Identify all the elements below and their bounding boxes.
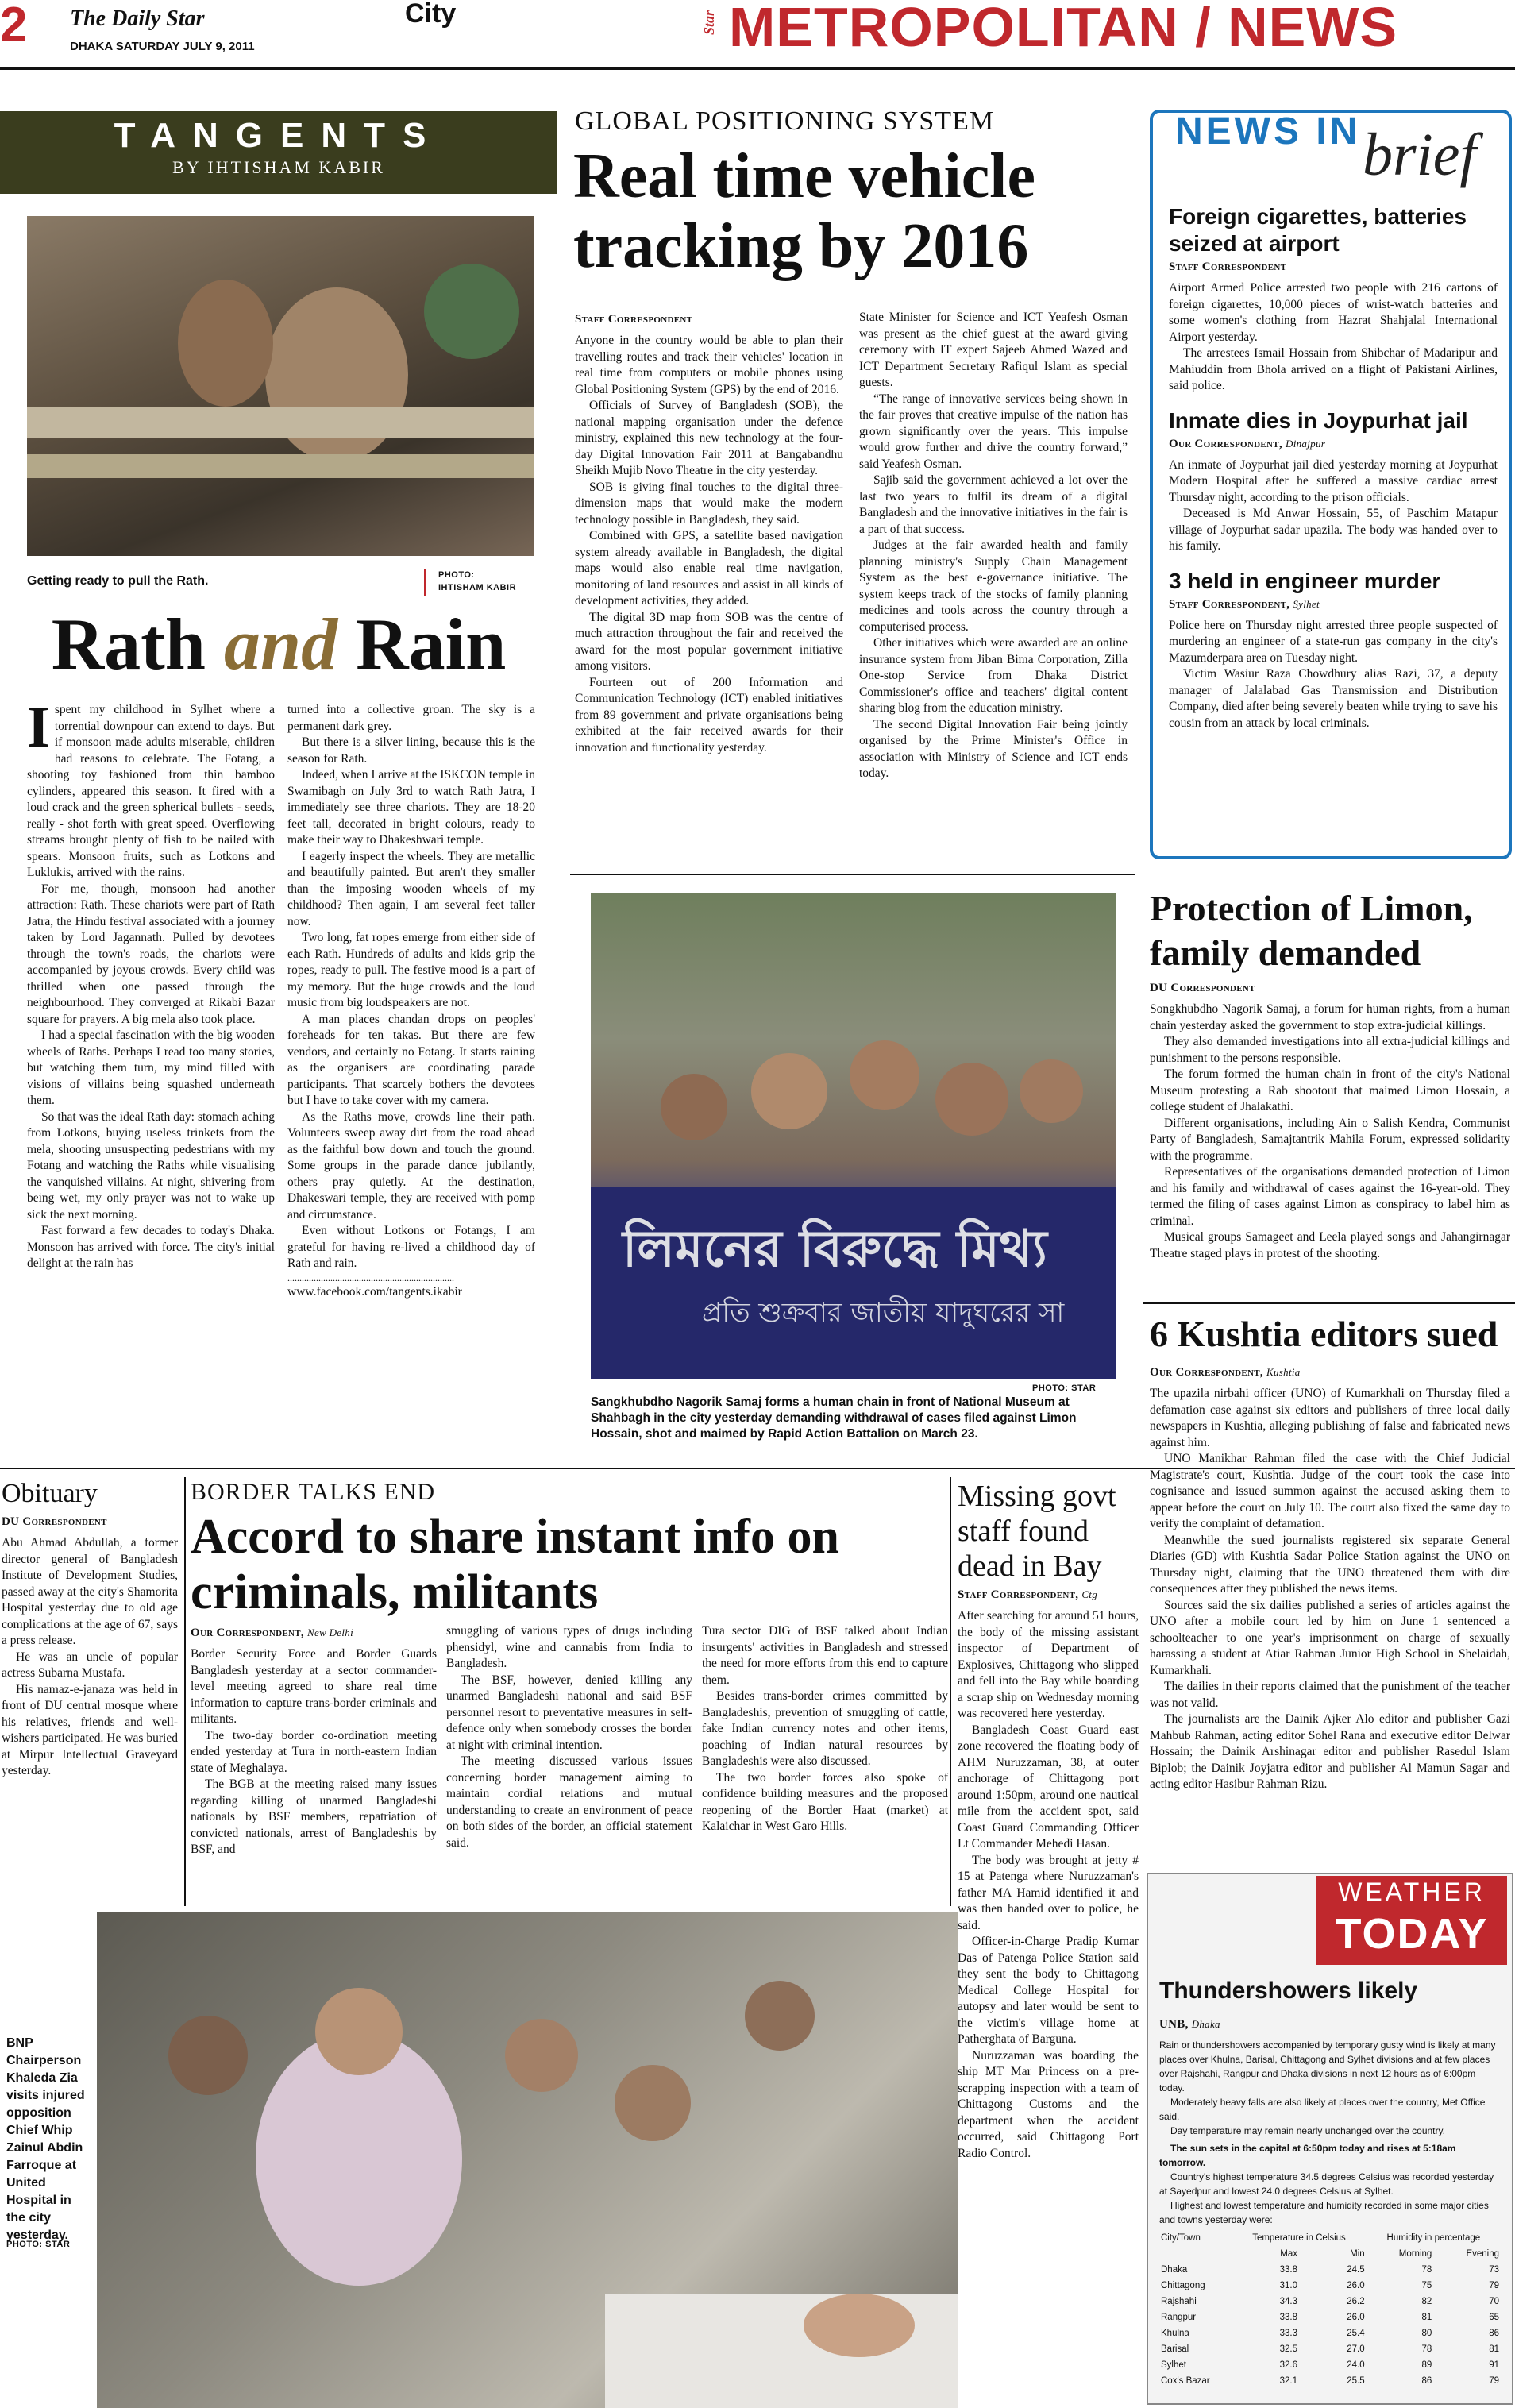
weather-cell: Dhaka	[1161, 2265, 1188, 2275]
kushtia-byline: Our Correspondent, Kushtia	[1150, 1366, 1301, 1379]
col-evening: Evening	[1466, 2249, 1499, 2259]
limon-para: Different organisations, including Ain o Salish Kendra, Communist Party of Bangladesh, Samajtantrik Mahila Forum, expressed solidarity with the programme.	[1150, 1116, 1510, 1163]
gps-para: SOB is giving final touches to the digital three-dimension maps that would make the modern technology possible in Bangladesh, they said.	[575, 480, 843, 527]
gps-para: “The range of innovative services being shown in the fair proves that creative impulse of the nation has grown significantly over the years. This impulse would grow further and drive the country forward,” said Yeafesh Osman.	[859, 392, 1128, 471]
obituary-title: Obituary	[2, 1479, 98, 1508]
brief-title-1: NEWS IN	[1175, 110, 1361, 152]
weather-row	[1159, 2357, 1501, 2373]
border-para: Border Security Force and Border Guards Bangladesh yesterday at a sector commander-level meeting agreed to share real time information to capture trans-border criminals and militants.	[191, 1647, 437, 1726]
tangents-para: turned into a collective groan. The sky is a permanent dark grey.	[287, 703, 535, 733]
weather-cell: 73	[1489, 2265, 1499, 2275]
dotted-line: ......................................................................	[287, 1272, 454, 1283]
weather-cell: 25.4	[1347, 2329, 1365, 2338]
weather-sun: The sun sets in the capital at 6:50pm today and rises at 5:18am tomorrow.	[1159, 2143, 1456, 2168]
gps-para: Other initiatives which were awarded are an online insurance system from Jiban Bima Corporation, Zilla One-stop Service from Dhaka District Commissioner's office and teachers' digital content sharing blog from the education ministry.	[859, 636, 1128, 715]
weather-row	[1159, 2294, 1501, 2310]
weather-row	[1159, 2373, 1501, 2389]
weather-row	[1159, 2278, 1501, 2294]
brief-item	[1169, 568, 1498, 732]
border-para: Tura sector DIG of BSF talked about Indian insurgents' activities in Bangladesh and stressed the need for more efforts from this end to capture them.	[702, 1624, 948, 1687]
weather-cell: 32.1	[1279, 2376, 1297, 2386]
obituary-para: His namaz-e-janaza was held in front of DU central mosque where his relatives, friends and well-wishers participated. He was buried at Mirpur Intellectual Graveyard yesterday.	[2, 1682, 178, 1777]
kushtia-para: The journalists are the Dainik Ajker Alo editor and publisher Gazi Mahbub Rahman, acting editor Sohel Rana and executive editor Delwar Hossain; the Dainik Arshinagar editor and publisher Rasedul Islam Biplob; the Dainik Joyjatra editor and publisher Al Mamun Sagar and acting editor Hasibur Rahman Rizu.	[1150, 1712, 1510, 1791]
limon-credit: PHOTO: STAR	[1032, 1383, 1097, 1393]
paper-name: The Daily Star	[70, 6, 205, 31]
gps-para: The second Digital Innovation Fair being jointly organised by the Prime Minister's Office in association with Ministry of Science and ICT ends today.	[859, 717, 1128, 780]
weather-cell: 33.8	[1279, 2265, 1297, 2275]
border-para: The meeting discussed various issues concerning border management aiming to maintain cordial relations and mutual understanding to create an environment of peace on both sides of the border, an official statement said.	[446, 1754, 692, 1850]
kushtia-para: Sources said the six dailies published a series of articles against the UNO after a mobile court led by him on June 1 sentenced a schoolteacher to one year's imprisonment on charge of sexually harassing a student at Atiar Rahman Junior High School in Shelaidah, Kumarkhali.	[1150, 1598, 1510, 1677]
tangents-col-1	[27, 695, 275, 1272]
tangents-para: I eagerly inspect the wheels. They are metallic and beautifully painted. But aren't they smaller than the imposing wooden wheels of my childhood? Then again, I am several feet taller now.	[287, 849, 535, 928]
dropcap: I	[27, 695, 50, 760]
border-col-1	[191, 1623, 437, 1858]
weather-rows	[1159, 2262, 1501, 2389]
tangents-headline	[0, 600, 557, 688]
brief-para: Deceased is Md Anwar Hossain, 55, of Paschim Matapur village of Joypurhat sadar upazila. The body was handed over to his family.	[1169, 507, 1498, 553]
tangents-kicker: TANGENTS	[114, 116, 444, 155]
limon-para: Songkhubdho Nagorik Samaj, a forum for human rights, from a human chain yesterday asked the government to stop extra-judicial killings.	[1150, 1002, 1510, 1032]
gps-headline-1: Real time vehicle	[573, 141, 1035, 211]
weather-para: Country's highest temperature 34.5 degrees Celsius was recorded yesterday at Sayedpur and lowest 24.0 degrees Celsius at Sylhet.	[1159, 2171, 1494, 2197]
col-morning: Morning	[1398, 2249, 1432, 2259]
svg-text:প্রতি শুক্রবার জাতীয় যাদুঘরের: প্রতি শুক্রবার জাতীয় যাদুঘরের সা	[702, 1297, 1065, 1329]
weather-cell: 34.3	[1279, 2297, 1297, 2306]
masthead-rule	[0, 67, 1515, 70]
tangents-para: For me, though, monsoon had another attraction: Rath. These chariots were part of Rath Jatra, the Hindu festival associated with a journey taken by Lord Jagannath. Pulled by devotees through the town's roads, the chariots were accompanied by joyous crowds. Every child was thrilled when one passed through the neighbourhood. They converged at Rikabi Bazar square for prayers. A big mela also took place.	[27, 882, 275, 1026]
weather-para: Rain or thundershowers accompanied by temporary gusty wind is likely at many places over Khulna, Barisal, Chittagong and Sylhet divisions and at few places over Rajshahi, Rangpur and Dhaka divisions in next 12 hours as of 6:00pm today.	[1159, 2039, 1496, 2093]
brief-byline: Our Correspondent, Dinajpur	[1169, 437, 1326, 450]
headline-word-and: and	[223, 604, 338, 685]
border-headline: Accord to share instant info on criminals, militants	[191, 1510, 839, 1619]
tangents-caption: Getting ready to pull the Rath.	[27, 574, 209, 588]
kushtia-headline: 6 Kushtia editors sued	[1150, 1314, 1498, 1354]
weather-label-1: WEATHER	[1338, 1877, 1486, 1906]
weather-cell: 86	[1421, 2376, 1432, 2386]
weather-cell: 79	[1489, 2281, 1499, 2290]
obituary-para: He was an uncle of popular actress Subarna Mustafa.	[2, 1650, 178, 1680]
tangents-para: But there is a silver lining, because this is the season for Rath.	[287, 735, 535, 766]
weather-label-2: TODAY	[1335, 1910, 1489, 1958]
border-para: The two border forces also spoke of confidence building measures and the proposed reopening of the Border Haat (market) at Kalaichar in West Garo Hills.	[702, 1770, 948, 1833]
weather-cell: 33.8	[1279, 2313, 1297, 2322]
weather-cell: Barisal	[1161, 2344, 1189, 2354]
missing-para: Nuruzzaman was boarding the ship MT Mar Princess on a pre-scrapping inspection with a team of Chittagong Customs and the department when the accident occurred, said Chittagong Port Radio Control.	[958, 2048, 1139, 2160]
weather-cell: 24.5	[1347, 2265, 1365, 2275]
brief-para: The arrestees Ismail Hossain from Shibchar of Madaripur and Mahiuddin from Bhola arrived on a flight of Pakistani Airlines, said police.	[1169, 346, 1498, 392]
brief-para: Victim Wasiur Raza Chowdhury alias Razi, 37, a deputy manager of Jalalabad Gas Transmission and Distribution Company, died after being severely beaten while trying to save his cousin from an attack by local criminals.	[1169, 667, 1498, 730]
gps-para: Officials of Survey of Bangladesh (SOB), the national mapping organisation under the defence ministry, explained this new technology at the four-day Digital Innovation Fair 2011 at Bangabandhu Sheikh Mujib Novo Theatre in the city yesterday.	[575, 399, 843, 477]
rath-photo	[27, 216, 534, 556]
headline-word-rath: Rath	[51, 604, 206, 685]
obituary-body	[2, 1512, 178, 1780]
col-hum: Humidity in percentage	[1386, 2233, 1481, 2243]
border-para: smuggling of various types of drugs including phensidyl, wine and cannabis from India to Bangladesh.	[446, 1624, 692, 1670]
tangents-para: As the Raths move, crowds line their path. Volunteers sweep away dirt from the road ahead as the faithful bow down and touch the ground. Some groups in the parade dance jubilantly, others pray quietly. At the destination, Dhakeswari temple, they are received with pomp and circumstance.	[287, 1109, 535, 1221]
gps-para: Judges at the fair awarded health and family planning ministry's Supply Chain Management System as the best e-governance initiative. The system keeps track of the stocks of family planning medicines and tools across the country through a computerised process.	[859, 538, 1128, 634]
bnp-caption: BNP Chairperson Khaleda Zia visits injured opposition Chief Whip Zainul Abdin Farroque at United Hospital in the city yesterday.	[6, 2036, 85, 2242]
weather-body	[1159, 2014, 1501, 2389]
weather-table-subheader	[1159, 2246, 1501, 2262]
weather-cell: 26.2	[1347, 2297, 1365, 2306]
missing-para: After searching for around 51 hours, the body of the missing assistant inspector of Department of Explosives, Chittagong who slipped and fell into the Bay while boarding a scrap ship on Wednesday morning was recovered here yesterday.	[958, 1609, 1139, 1720]
tangents-para: Fast forward a few decades to today's Dhaka. Monsoon has arrived with force. The city's initial delight at the rain has	[27, 1224, 275, 1270]
weather-cell: 80	[1421, 2329, 1432, 2338]
kushtia-para: The upazila nirbahi officer (UNO) of Kumarkhali on Thursday filed a defamation case against six editors and publishers of three local daily newspapers in Kushtia, alleging publishing of false and fabricated news against him.	[1150, 1387, 1510, 1449]
weather-cell: 25.5	[1347, 2376, 1365, 2386]
weather-cell: Chittagong	[1161, 2281, 1205, 2290]
border-byline: Our Correspondent, New Delhi	[191, 1627, 353, 1639]
weather-cell: 32.5	[1279, 2344, 1297, 2354]
weather-cell: Rangpur	[1161, 2313, 1197, 2322]
limon-para: Representatives of the organisations demanded protection of Limon and his family and withdrawal of cases against the 16-year-old. They termed the filing of cases against Limon as conspiracy to label him as criminal.	[1150, 1165, 1510, 1228]
weather-table-header	[1159, 2230, 1501, 2246]
section-title: METROPOLITAN / NEWS	[729, 0, 1398, 58]
gps-byline: Staff Correspondent	[575, 313, 693, 326]
brief-title-2: brief	[1363, 122, 1477, 188]
weather-row	[1159, 2325, 1501, 2341]
weather-cell: 26.0	[1347, 2313, 1365, 2322]
tangents-para: Two long, fat ropes emerge from either side of each Rath. Hundreds of adults and kids grip the ropes, ready to pull. The festive mood is a part of my memory. But the huge crowds and the loud music from big loudspeakers are not.	[287, 931, 535, 1009]
tangents-para: I had a special fascination with the big wooden wheels of Raths. Perhaps I read too many stories, but watching them turn, my mind filled with visions of villains being squashed underneath them.	[27, 1028, 275, 1107]
limon-bottom-rule	[1143, 1302, 1515, 1304]
tangents-para: Ispent my childhood in Sylhet where a torrential downpour can extend to days. But if monsoon made adults miserable, children had reasons to celebrate. The Fotang, a shooting toy fashioned from thin bamboo cylinders, appeared this season. It fired with a loud crack and the green spherical bullets - seeds, really - shot forth with great speed. Overflowing streams brought plenty of fish to be nailed with spears. Monsoon fruits, such as Lotkons and Luklukis, arrived with the rains.	[27, 695, 275, 879]
section-tag: City	[405, 0, 457, 29]
gps-para: State Minister for Science and ICT Yeafesh Osman was present as the chief guest at the award giving ceremony with IT expert Sajeeb Ahmed Wazed and ICT Department Secretary Rafiqul Islam as special guests.	[859, 311, 1128, 389]
brief-headline: 3 held in engineer murder	[1169, 568, 1441, 593]
tangents-link[interactable]: www.facebook.com/tangents.ikabir	[287, 1284, 462, 1299]
gps-para: Sajib said the government achieved a lot over the last two years to fulfil its dream of a digital Bangladesh and the innovative initiatives in the fair is a part of that success.	[859, 473, 1128, 536]
weather-headline: Thundershowers likely	[1159, 1978, 1418, 2004]
brief-byline: Staff Correspondent	[1169, 260, 1287, 273]
weather-para: Highest and lowest temperature and humidity recorded in some major cities and towns yesterday were:	[1159, 2200, 1489, 2225]
weather-cell: 70	[1489, 2297, 1499, 2306]
brief-item	[1169, 203, 1498, 395]
limon-headline: Protection of Limon, family demanded	[1150, 888, 1473, 973]
weather-cell: 33.3	[1279, 2329, 1297, 2338]
gps-col-2	[859, 310, 1128, 782]
border-para: Besides trans-border crimes committed by Bangladeshis, prevention of smuggling of cattle, fake Indian currency notes and other items, poaching of Indian natural resources by Bangladeshis were also discussed.	[702, 1689, 948, 1768]
credit-divider	[424, 569, 426, 596]
col-blank	[1159, 2246, 1232, 2262]
brief-para: An inmate of Joypurhat jail died yesterday morning at Joypurhat Modern Hospital after he suffered a massive cardiac arrest Thursday night, according to the prison officials.	[1169, 457, 1498, 504]
weather-cell: 24.0	[1347, 2360, 1365, 2370]
brief-headline: Inmate dies in Joypurhat jail	[1169, 407, 1468, 433]
weather-cell: Sylhet	[1161, 2360, 1186, 2370]
col-min: Min	[1350, 2249, 1365, 2259]
border-para: The BGB at the meeting raised many issues regarding killing of unarmed Bangladeshi nationals by BSF members, repatriation of convicted nationals, arrest of Bangladeshis by BSF, and	[191, 1777, 437, 1856]
gps-kicker: GLOBAL POSITIONING SYSTEM	[575, 106, 995, 136]
limon-caption: Sangkhubdho Nagorik Samaj forms a human chain in front of National Museum at Shahbagh in the city yesterday demanding withdrawal of cases filed against Limon Hossain, shot and maimed by Rapid Action Battalion on March 23.	[591, 1395, 1077, 1441]
tangents-credit-label: PHOTO:	[438, 570, 475, 580]
col-temp: Temperature in Celsius	[1252, 2233, 1346, 2243]
border-col-2	[446, 1623, 692, 1851]
limon-para: Musical groups Samageet and Leela played songs and Jahangirnagar Theatre staged plays in protest of the shooting.	[1150, 1230, 1510, 1260]
tangents-author: BY IHTISHAM KABIR	[172, 157, 385, 177]
gps-para: Anyone in the country would be able to plan their travelling routes and track their vehicles' location in real time from computers or mobile phones using Global Positioning System (GPS) by the end of 2016.	[575, 334, 843, 396]
weather-cell: Khulna	[1161, 2329, 1189, 2338]
weather-cell: 78	[1421, 2344, 1432, 2354]
weather-cell: 81	[1421, 2313, 1432, 2322]
weather-row	[1159, 2341, 1501, 2357]
missing-para: Officer-in-Charge Pradip Kumar Das of Patenga Police Station said they sent the body to Chittagong Medical College Hospital for autopsy and later would be sent to the victim's village home at Patherghata of Barguna.	[958, 1935, 1139, 2046]
kushtia-body	[1150, 1363, 1510, 1793]
brief-byline: Staff Correspondent, Sylhet	[1169, 597, 1320, 611]
weather-cell: 32.6	[1279, 2360, 1297, 2370]
weather-para: Day temperature may remain nearly unchanged over the country.	[1170, 2125, 1445, 2136]
missing-headline: Missing govt staff found dead in Bay	[958, 1480, 1116, 1583]
kushtia-para: UNO Manikhar Rahman filed the case with the Chief Judicial Magistrate's court, Kushtia. Judge of the court took the case into cognisance and issued summon against the accused asking them to appear before the court on July 10. The court also fixed the same day to verify the complaint of defamation.	[1150, 1452, 1510, 1530]
weather-row	[1159, 2262, 1501, 2278]
weather-cell: 65	[1489, 2313, 1499, 2322]
limon-para: The forum formed the human chain in front of the city's National Museum protesting a Rab shootout that maimed Limon Hossain, a college student of Jhalakathi.	[1150, 1067, 1510, 1113]
tangents-col-2	[287, 702, 535, 1300]
border-col-3	[702, 1623, 948, 1835]
tangents-para: A man places chandan drops on peoples' foreheads for ten takas. But there are few vendors, and certainly no Fotang. It starts raining as the organisers are coordinating parade participants. That scarcely bothers the devotees but I have to take cover with my camera.	[287, 1012, 535, 1107]
gps-para: Fourteen out of 200 Information and Communication Technology (ICT) enabled initiatives from 89 government and private organisations being exhibited at the fair received awards for their innovation and functionality yesterday.	[575, 675, 843, 754]
bnp-credit: PHOTO: STAR	[6, 2240, 71, 2249]
weather-cell: 79	[1489, 2376, 1499, 2386]
kushtia-para: Meanwhile the sued journalists registered six separate General Diaries (GD) with Kushtia Sadar Police Station against the UNO on Thursday night, claiming that the UNO threatened them with dire consequences after they published the news items.	[1150, 1533, 1510, 1596]
weather-cell: 82	[1421, 2297, 1432, 2306]
obituary-byline: DU Correspondent	[2, 1515, 107, 1528]
limon-byline: DU Correspondent	[1150, 982, 1255, 994]
weather-cell: 81	[1489, 2344, 1499, 2354]
obituary-para: Abu Ahmad Abdullah, a former director general of Bangladesh Institute of Development Studies, passed away at the city's Shamorita Hospital yesterday due to old age complications at the age of 67, says a press release.	[2, 1536, 178, 1647]
weather-cell: 86	[1489, 2329, 1499, 2338]
svg-text:লিমনের বিরুদ্ধে মিথ্য: লিমনের বিরুদ্ধে মিথ্য	[623, 1220, 1047, 1279]
star-tag: Star	[701, 10, 718, 36]
weather-cell: 91	[1489, 2360, 1499, 2370]
brief-item	[1169, 407, 1498, 555]
missing-body	[958, 1585, 1139, 2162]
col-city: City/Town	[1161, 2233, 1201, 2243]
col-max: Max	[1280, 2249, 1297, 2259]
missing-divider-left	[950, 1477, 951, 1906]
weather-cell: 26.0	[1347, 2281, 1365, 2290]
missing-byline: Staff Correspondent, Ctg	[958, 1588, 1098, 1601]
limon-photo	[591, 893, 1116, 1379]
weather-para: Moderately heavy falls are also likely at places over the country, Met Office said.	[1159, 2097, 1486, 2122]
limon-para: They also demanded investigations into all extra-judicial killings and punishment to the persons responsible.	[1150, 1035, 1510, 1065]
weather-byline: UNB, Dhaka	[1159, 2018, 1220, 2031]
border-kicker: BORDER TALKS END	[191, 1479, 436, 1505]
weather-cell: 89	[1421, 2360, 1432, 2370]
gps-para: Combined with GPS, a satellite based navigation system already available in Bangladesh, the digital maps would also enable real time navigation, monitoring of land resources and assist in all kinds of development activities, they added.	[575, 529, 843, 608]
brief-headline: Foreign cigarettes, batteries seized at airport	[1169, 204, 1467, 256]
obituary-divider	[184, 1477, 186, 1906]
gps-bottom-rule	[570, 874, 1135, 875]
gps-headline-2: tracking by 2016	[573, 211, 1029, 281]
tangents-credit: IHTISHAM KABIR	[438, 583, 517, 592]
brief-para: Airport Armed Police arrested two people with 216 cartons of foreign cigarettes, 10,000 pieces of wrist-watch batteries and some women's clothing from Hazrat Shahjalal International Airport yesterday.	[1169, 281, 1498, 344]
tangents-para: Indeed, when I arrive at the ISKCON temple in Swamibagh on July 3rd to watch Rath Jatra, I immediately see three chariots. They are 18-20 feet tall, decorated in bright colours, ready to make their way to Dhakeshwari temple.	[287, 768, 535, 847]
gps-col-1	[575, 310, 843, 756]
weather-table	[1159, 2230, 1501, 2389]
weather-cell: 75	[1421, 2281, 1432, 2290]
weather-cell: Cox's Bazar	[1161, 2376, 1210, 2386]
weather-cell: Rajshahi	[1161, 2297, 1197, 2306]
border-para: The two-day border co-ordination meeting ended yesterday at Tura in north-eastern Indian state of Meghalaya.	[191, 1728, 437, 1775]
missing-para: The body was brought at jetty # 15 at Patenga where Nuruzzaman's father MA Hamid identified it and was then handed over to police, he said.	[958, 1853, 1139, 1932]
weather-cell: 78	[1421, 2265, 1432, 2275]
border-para: The BSF, however, denied killing any unarmed Bangladeshi national and said BSF personnel resort to preventative measures in self-defence only when somebody crosses the border at night with criminal intention.	[446, 1673, 692, 1752]
tangents-para: Even without Lotkons or Fotangs, I am grateful for having re-lived a childhood day of Rath and rain.	[287, 1224, 535, 1270]
weather-cell: 31.0	[1279, 2281, 1297, 2290]
kushtia-para: The dailies in their reports claimed that the punishment of the teacher was not valid.	[1150, 1680, 1510, 1710]
weather-cell: 27.0	[1347, 2344, 1365, 2354]
weather-row	[1159, 2310, 1501, 2325]
brief-list	[1169, 203, 1498, 731]
bnp-photo	[97, 1912, 958, 2408]
headline-word-rain: Rain	[356, 604, 507, 685]
dateline: DHAKA SATURDAY JULY 9, 2011	[70, 40, 255, 53]
brief-para: Police here on Thursday night arrested three people suspected of murdering an engineer of a state-run gas company in the city's Mazumderpara area on Tuesday night.	[1169, 618, 1498, 665]
gps-para: The digital 3D map from SOB was the centre of much attraction throughout the fair and received the award for the most popular government initiative among visitors.	[575, 610, 843, 673]
limon-body	[1150, 978, 1510, 1262]
page-number: 2	[0, 0, 28, 52]
missing-para: Bangladesh Coast Guard east zone recovered the floating body of AHM Nuruzzaman, 38, at outer anchorage of Chittagong port around 1:50pm, around one nautical mile from the accident spot, said Coast Guard Commanding Officer Lt Commander Mehedi Hasan.	[958, 1723, 1139, 1850]
tangents-para: So that was the ideal Rath day: stomach aching from Lotkons, buying useless trinkets from the mela, shooting unsuspecting pedestrians with my Fotang and watching the Raths while visualising the vanquished villains. At night, shivering from being wet, my only prayer was not to wake up sick the next morning.	[27, 1109, 275, 1221]
